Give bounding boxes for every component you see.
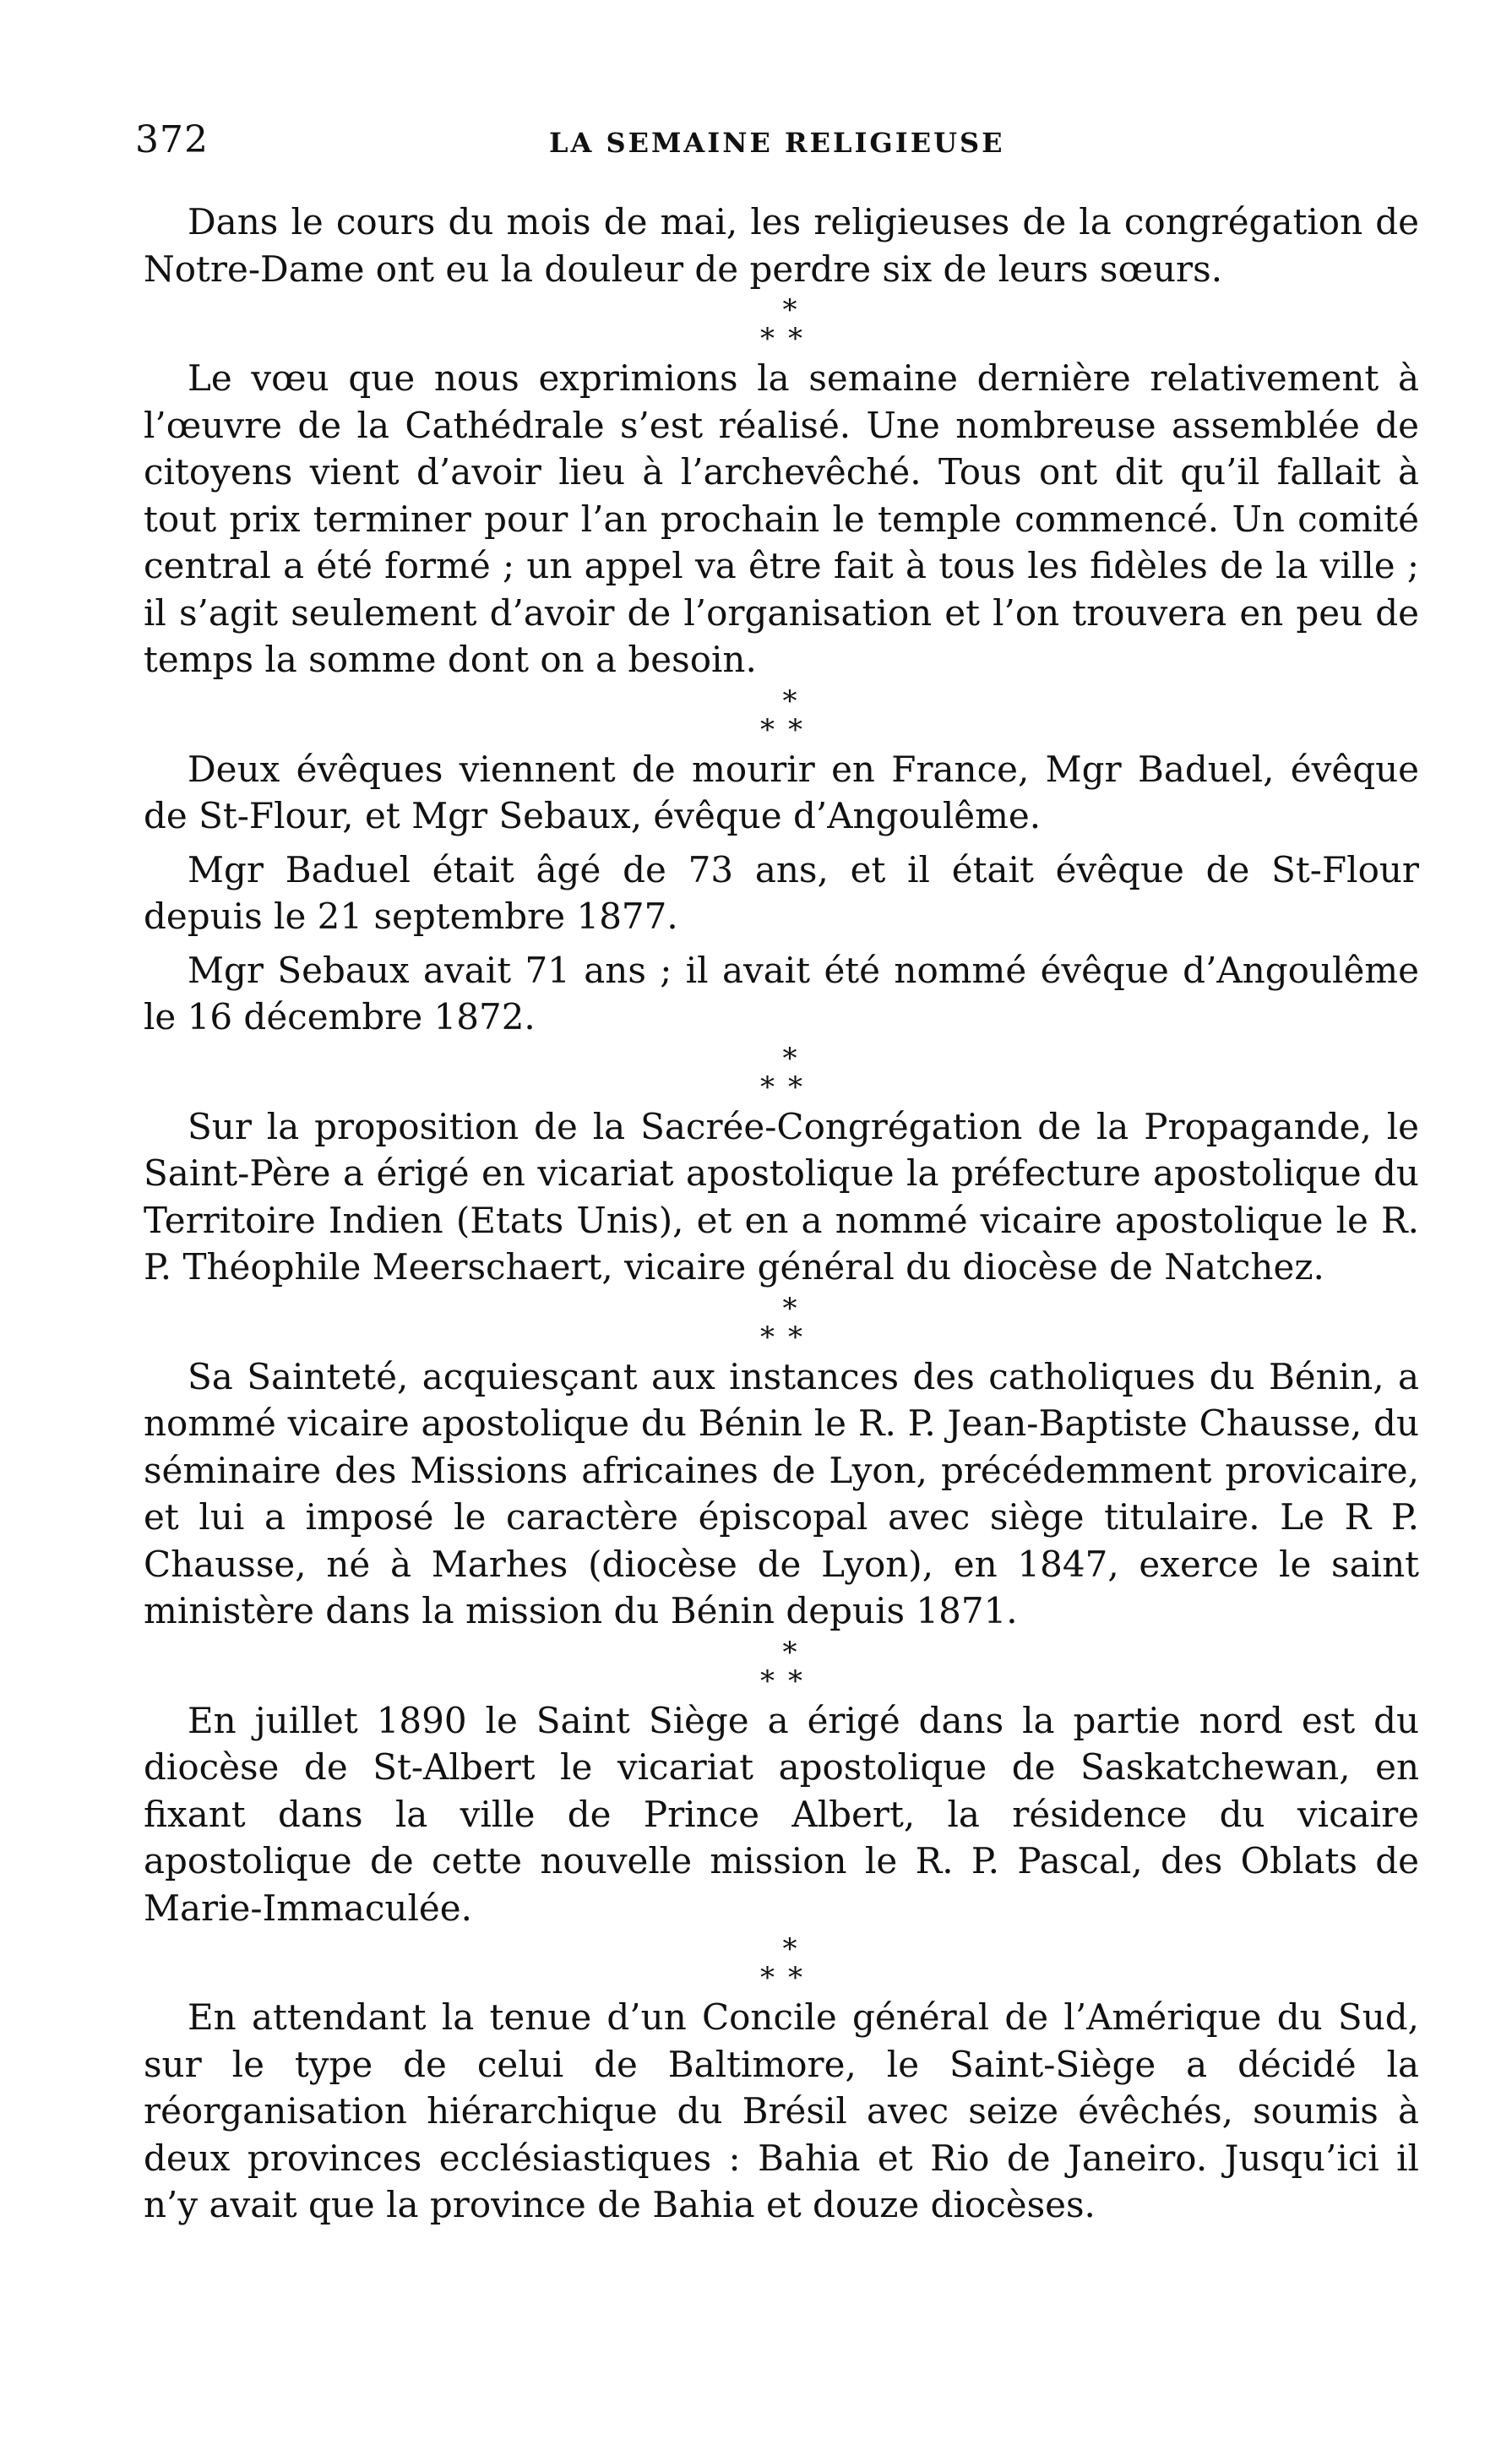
asterism-bottom: ** (760, 1961, 816, 1995)
page-header (135, 118, 1419, 169)
section-divider (144, 1931, 1419, 1994)
asterism-top: * (782, 1932, 797, 1966)
asterism-top: * (782, 1291, 797, 1326)
asterism-bottom: ** (760, 1664, 816, 1698)
paragraph-2: Le vœu que nous exprimions la semaine dernière relativement à l’œuvre de la Cathédrale s’est réalisé. Une nombreuse assemblée de citoyens vient d’avoir lieu à l’archevêché. Tous ont dit qu’il fallait à tout prix terminer pour l’an prochain le temple commencé. Un comité central a été formé ; un appel va être fait à tous les fidèles de la ville ; il s’agit seulement d’avoir de l’organisation et l’on trouvera en peu de temps la somme dont on a besoin. (144, 357, 1419, 680)
asterism-top: * (782, 1635, 797, 1669)
paragraph-1: Dans le cours du mois de mai, les religieuses de la congrégation de Notre-Dame ont eu la douleur de perdre six de leurs sœurs. (144, 201, 1419, 290)
asterism-bottom: ** (760, 1320, 816, 1354)
paragraph-4: Mgr Baduel était âgé de 73 ans, et il était évêque de St-Flour depuis le 21 septembre 1877. (144, 848, 1419, 937)
paragraph-9: En attendant la tenue d’un Concile général de l’Amérique du Sud, sur le type de celui de Baltimore, le Saint-Siège a décidé la réorganisation hiérarchique du Brésil avec seize évêchés, soumis à deux provinces ecclésiastiques : Bahia et Rio de Janeiro. Jusqu’ici il n’y avait que la province de Bahia et douze diocèses. (144, 1996, 1419, 2225)
asterism-bottom: ** (760, 322, 816, 356)
asterism-bottom: ** (760, 1070, 816, 1104)
paragraph-7: Sa Sainteté, acquiesçant aux instances des catholiques du Bénin, a nommé vicaire apostolique du Bénin le R. P. Jean-Baptiste Chausse, du séminaire des Missions africaines de Lyon, précédemment provicaire, et lui a imposé le caractère épiscopal avec siège titulaire. Le R P. Chausse, né à Marhes (diocèse de Lyon), en 1847, exerce le saint ministère dans la mission du Bénin depuis 1871. (144, 1355, 1419, 1631)
asterism-top: * (782, 293, 797, 327)
running-title: LA SEMAINE RELIGIEUSE (549, 127, 1005, 159)
paragraph-3: Deux évêques viennent de mourir en France, Mgr Baduel, évêque de St-Flour, et Mgr Sebaux, évêque d’Angoulême. (144, 748, 1419, 836)
asterism-bottom: ** (760, 712, 816, 747)
paragraph-5: Mgr Sebaux avait 71 ans ; il avait été nommé évêque d’Angoulême le 16 décembre 1872. (144, 949, 1419, 1037)
paragraph-6: Sur la proposition de la Sacrée-Congrégation de la Propagande, le Saint-Père a érigé en vicariat apostolique la préfecture apostolique du Territoire Indien (Etats Unis), et en a nommé vicaire apostolique le R. P. Théophile Meerschaert, vicaire général du diocèse de Natchez. (144, 1105, 1419, 1288)
section-divider (144, 683, 1419, 746)
section-divider (144, 1291, 1419, 1353)
page-number: 372 (135, 118, 209, 161)
section-divider (144, 1041, 1419, 1103)
asterism-top: * (782, 683, 797, 718)
section-divider (144, 292, 1419, 355)
section-divider (144, 1635, 1419, 1697)
asterism-top: * (782, 1041, 797, 1076)
paragraph-8: En juillet 1890 le Saint Siège a érigé dans la partie nord est du diocèse de St-Albert le vicariat apostolique de Saskatchewan, en fixant dans la ville de Prince Albert, la résidence du vicaire apostolique de cette nouvelle mission le R. P. Pascal, des Oblats de Marie-Immaculée. (144, 1699, 1419, 1929)
article-body (144, 199, 1419, 2229)
